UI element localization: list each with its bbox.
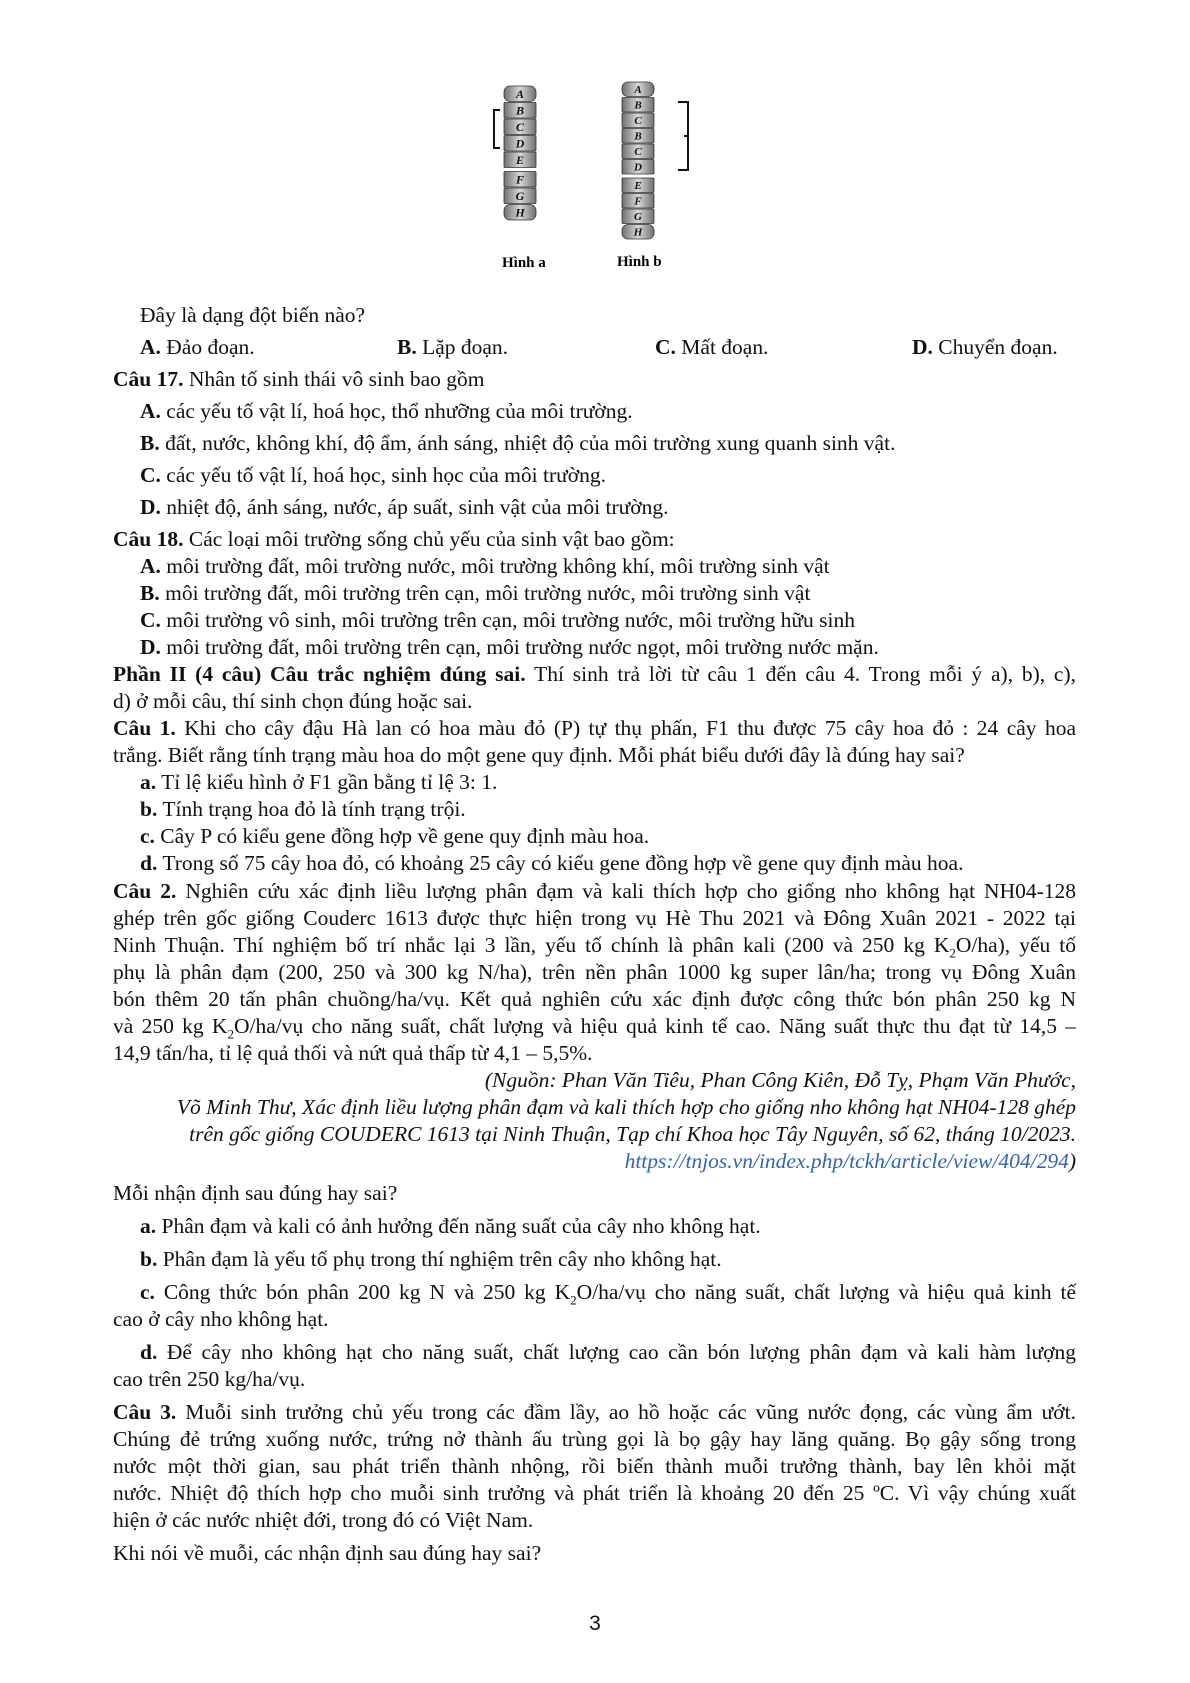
- q18-option-a: A. môi trường đất, môi trường nước, môi trường không khí, môi trường sinh vật: [140, 554, 830, 578]
- source-citation-line3: trên gốc giống COUDERC 1613 tại Ninh Thuận, Tạp chí Khoa học Tây Nguyên, số 62, tháng 10/2023.: [189, 1122, 1076, 1146]
- p2q2-line5: bón thêm 20 tấn phân chuồng/ha/vụ. Kết quả nghiên cứu xác định được công thức bón phân 250 kg N: [113, 987, 1076, 1011]
- chromosome-a-gene-label: C: [515, 119, 525, 134]
- p2q3-line2: Chúng đẻ trứng xuống nước, trứng nở thành ấu trùng gọi là bọ gậy hay lăng quăng. Bọ gậy sống trong: [113, 1427, 1076, 1451]
- p2q3-line3: nước một thời gian, sau phát triển thành nhộng, rồi biến thành muỗi trưởng thành, bay lên khỏi mặt: [113, 1454, 1076, 1478]
- p2q2-line4: phụ là phân đạm (200, 250 và 300 kg N/ha), trên nền phân 1000 kg super lân/ha; trong vụ Đông Xuân: [113, 960, 1076, 984]
- chromosome-b-gene-label: F: [634, 195, 642, 208]
- p2q1-item-b: b. Tính trạng hoa đỏ là tính trạng trội.: [140, 797, 466, 821]
- p2q2-item-c-line2: cao ở cây nho không hạt.: [113, 1307, 329, 1331]
- chromosome-figure: [480, 80, 770, 290]
- p2q1-stem-line2: trắng. Biết rằng tính trạng màu hoa do một gene quy định. Mỗi phát biểu dưới đây là đúng hay sai?: [113, 743, 965, 767]
- source-citation-line1: (Nguồn: Phan Văn Tiêu, Phan Công Kiên, Đỗ Tỵ, Phạm Văn Phước,: [484, 1068, 1076, 1092]
- q17-option-d: D. nhiệt độ, ánh sáng, nước, áp suất, sinh vật của môi trường.: [140, 495, 669, 519]
- p2q2-line2: ghép trên gốc giống Couderc 1613 được thực hiện trong vụ Hè Thu 2021 và Đông Xuân 2021 - 2022 tại: [113, 906, 1076, 930]
- caption-hinh-b: Hình b: [617, 254, 662, 270]
- p2q2-item-a: a. Phân đạm và kali có ảnh hưởng đến năng suất của cây nho không hạt.: [140, 1214, 761, 1238]
- q16-stem: Đây là dạng đột biến nào?: [140, 303, 366, 327]
- chromosome-a-gene-label: D: [515, 136, 525, 151]
- q17-option-c: C. các yếu tố vật lí, hoá học, sinh học của môi trường.: [140, 463, 607, 487]
- p2q2-line3: Ninh Thuận. Thí nghiệm bố trí nhắc lại 3 lần, yếu tố chính là phân kali (200 và 250 kg $K_2O/ha$), yếu tố: [113, 933, 1076, 961]
- source-link[interactable]: https://tnjos.vn/index.php/tckh/article/view/404/294: [624, 1149, 1069, 1173]
- source-citation-line2: Võ Minh Thư, Xác định liều lượng phân đạm và kali thích hợp cho giống nho không hạt NH04-128 ghép: [176, 1095, 1076, 1119]
- q18-option-b: B. môi trường đất, môi trường trên cạn, môi trường nước, môi trường sinh vật: [140, 581, 811, 605]
- p2q2-line7: 14,9 tấn/ha, tỉ lệ quả thối và nứt quả thấp từ 4,1 – 5,5%.: [113, 1041, 593, 1065]
- chromosome-b-gene-label: C: [634, 115, 642, 128]
- q16-option-d: D. Chuyển đoạn.: [912, 335, 1058, 359]
- chromosome-b-gene-label: D: [634, 161, 642, 174]
- chromosome-a-gene-label: B: [515, 103, 525, 118]
- page-number: 3: [589, 1612, 601, 1635]
- chromosome-a: [504, 86, 536, 220]
- chromosome-b-gene-label: B: [634, 130, 642, 143]
- p2q2-line1: Câu 2. Nghiên cứu xác định liều lượng phân đạm và kali thích hợp cho giống nho không hạt NH04-128: [113, 879, 1077, 903]
- chromosome-a-gene-label: G: [515, 188, 525, 203]
- p2q3-line1: Câu 3. Muỗi sinh trưởng chủ yếu trong các đầm lầy, ao hồ hoặc các vũng nước đọng, các vùng ẩm ướt.: [113, 1400, 1077, 1424]
- p2q2-item-d-line2: cao trên 250 kg/ha/vụ.: [113, 1367, 306, 1391]
- p2q1-item-d: d. Trong số 75 cây hoa đỏ, có khoảng 25 cây có kiểu gene đồng hợp về gene quy định màu hoa.: [140, 851, 964, 875]
- bracket-b: [678, 102, 688, 170]
- chromosome-b-gene-label: B: [634, 99, 642, 112]
- chromosome-b-gene-label: C: [634, 146, 642, 159]
- chromosome-b-gene-label: G: [634, 211, 642, 224]
- q16-option-b: B. Lặp đoạn.: [397, 335, 509, 359]
- source-citation-line4: https://tnjos.vn/index.php/tckh/article/view/404/294): [624, 1149, 1076, 1173]
- q17-option-a: A. các yếu tố vật lí, hoá học, thổ nhưỡng của môi trường.: [140, 399, 633, 423]
- p2q2-item-c-line1: c. Công thức bón phân 200 kg N và 250 kg $K_2O/ha/vụ$ cho năng suất, chất lượng và hiệu quả kinh tế: [140, 1280, 1076, 1308]
- q18-option-d: D. môi trường đất, môi trường trên cạn, môi trường nước ngọt, môi trường nước mặn.: [140, 635, 879, 659]
- p2q3-ask: Khi nói về muỗi, các nhận định sau đúng hay sai?: [113, 1541, 542, 1565]
- chromosome-b-gene-label: E: [634, 180, 642, 193]
- q16-option-c: C. Mất đoạn.: [655, 335, 769, 359]
- chromosome-b: [622, 82, 654, 239]
- caption-hinh-a: Hình a: [502, 255, 546, 271]
- p2q1-item-a: a. Tỉ lệ kiểu hình ở F1 gần bằng tỉ lệ 3: 1.: [140, 770, 498, 794]
- q16-option-a: A. Đảo đoạn.: [140, 335, 255, 359]
- p2q1-item-c: c. Cây P có kiểu gene đồng hợp về gene quy định màu hoa.: [140, 824, 650, 848]
- chromosome-a-gene-label: F: [515, 172, 525, 187]
- chromosome-a-gene-label: H: [515, 205, 525, 220]
- q17-stem: Câu 17. Nhân tố sinh thái vô sinh bao gồm: [113, 367, 485, 391]
- p2q2-line6: và 250 kg $K_2O/ha/vụ$ cho năng suất, chất lượng và hiệu quả kinh tế cao. Năng suất thực thu đạt từ 14,5 –: [113, 1014, 1076, 1042]
- p2q3-line4: nước. Nhiệt độ thích hợp cho muỗi sinh trưởng và phát triển là khoảng 20 đến 25 ºC. Vì vậy chúng xuất: [113, 1481, 1076, 1505]
- q18-option-c: C. môi trường vô sinh, môi trường trên cạn, môi trường nước, môi trường hữu sinh: [140, 608, 855, 632]
- q17-option-b: B. đất, nước, không khí, độ ẩm, ánh sáng, nhiệt độ của môi trường xung quanh sinh vật.: [140, 431, 896, 455]
- chromosome-b-gene-label: A: [634, 84, 642, 97]
- part2-instruction: d) ở mỗi câu, thí sinh chọn đúng hoặc sai.: [113, 689, 473, 713]
- p2q2-ask: Mỗi nhận định sau đúng hay sai?: [113, 1181, 398, 1205]
- chromosome-b-gene-label: H: [633, 226, 643, 239]
- p2q2-item-d-line1: d. Để cây nho không hạt cho năng suất, chất lượng cao cần bón lượng phân đạm và kali hàm lượng: [140, 1340, 1077, 1364]
- q18-stem: Câu 18. Các loại môi trường sống chủ yếu của sinh vật bao gồm:: [113, 527, 675, 551]
- p2q1-stem-line1: Câu 1. Khi cho cây đậu Hà lan có hoa màu đỏ (P) tự thụ phấn, F1 thu được 75 cây hoa đỏ : 24 cây hoa: [113, 716, 1077, 740]
- chromosome-a-gene-label: A: [515, 86, 525, 101]
- p2q2-item-b: b. Phân đạm là yếu tố phụ trong thí nghiệm trên cây nho không hạt.: [140, 1247, 722, 1271]
- chromosome-a-gene-label: E: [515, 152, 525, 167]
- p2q3-line5: hiện ở các nước nhiệt đới, trong đó có Việt Nam.: [113, 1508, 534, 1532]
- part2-heading: Phần II (4 câu) Câu trắc nghiệm đúng sai. Thí sinh trả lời từ câu 1 đến câu 4. Trong mỗi ý a), b), c),: [113, 662, 1076, 686]
- bracket-a: [494, 110, 500, 148]
